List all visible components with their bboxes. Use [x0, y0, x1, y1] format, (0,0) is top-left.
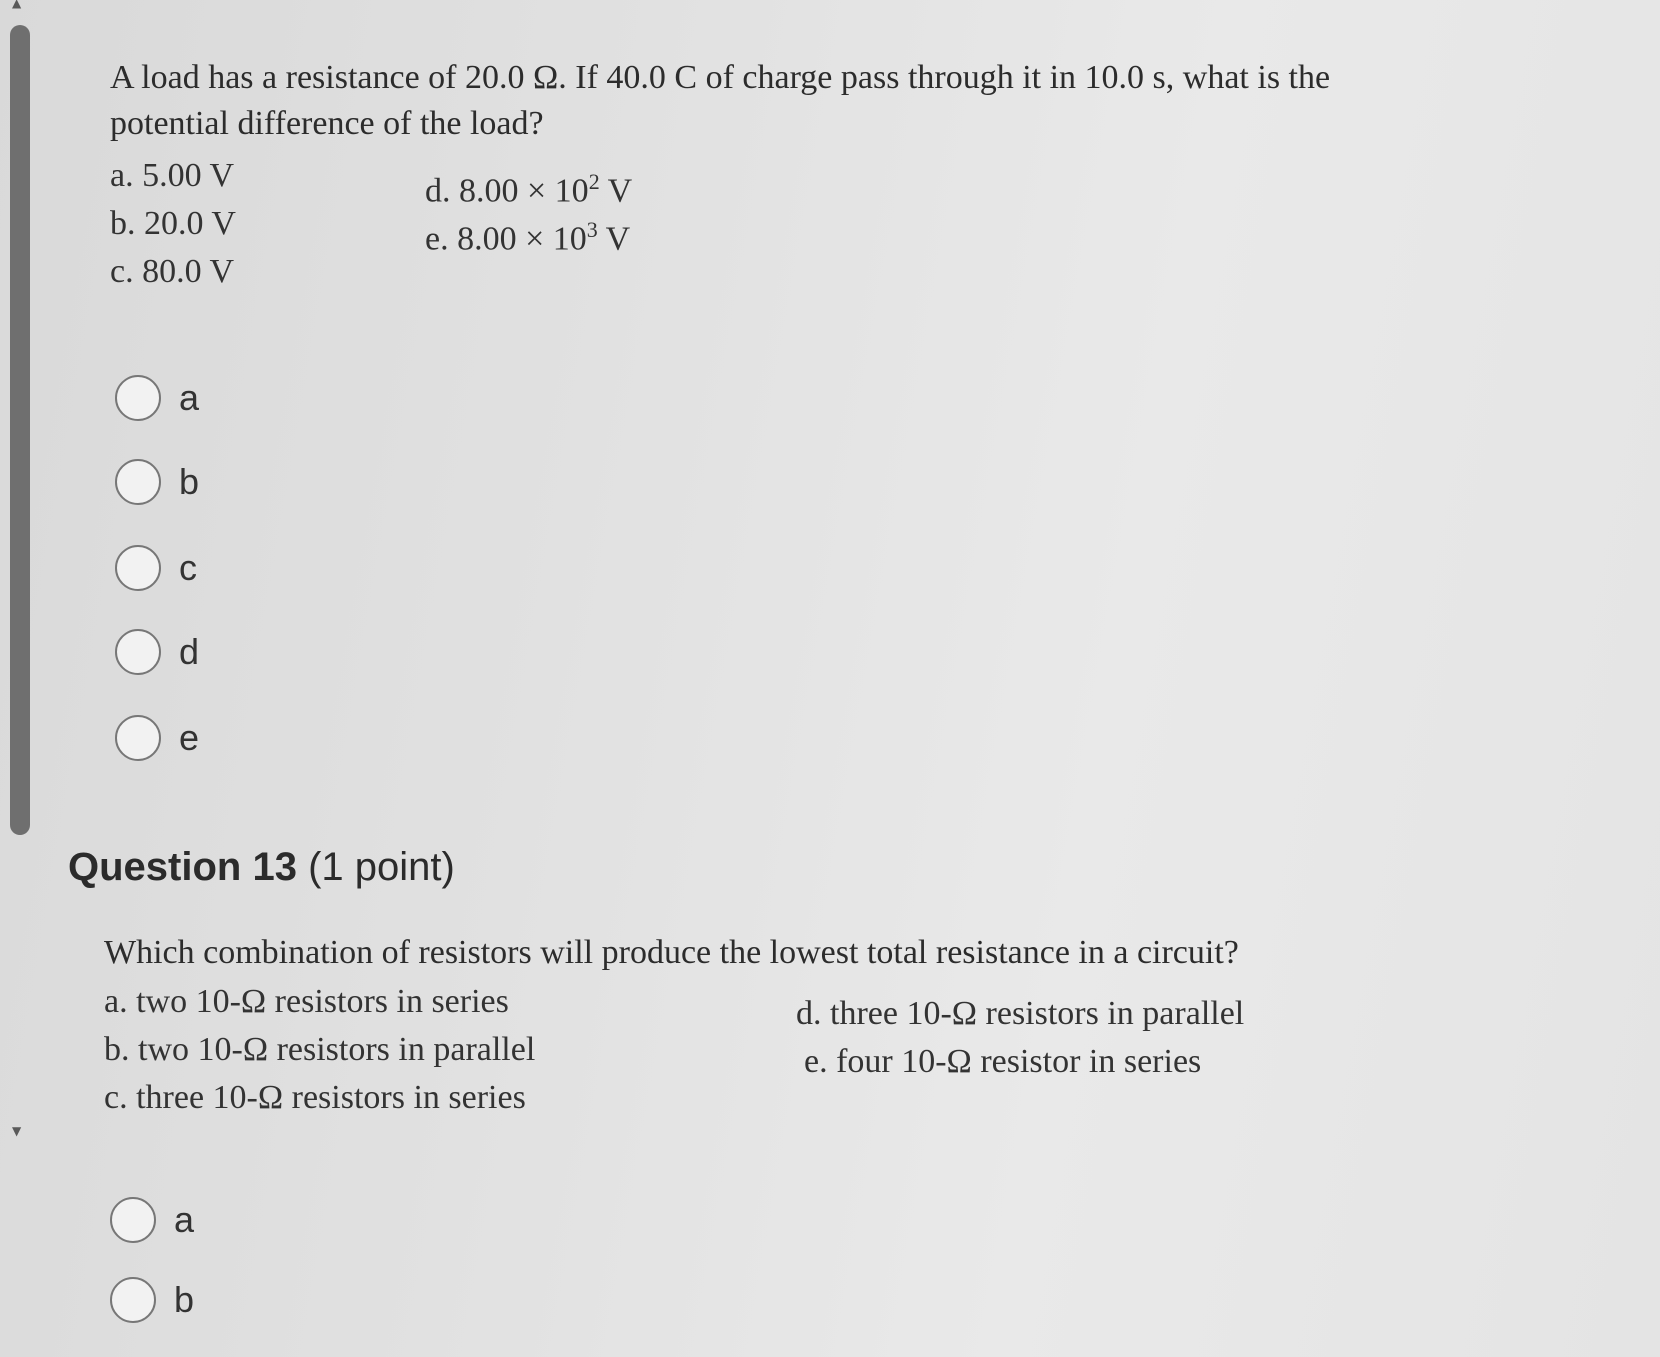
q12-option-e-exponent: 3 [586, 217, 598, 242]
radio-circle-icon[interactable] [115, 545, 161, 591]
scroll-up-icon[interactable]: ▲ [12, 0, 22, 10]
radio-circle-icon[interactable] [115, 715, 161, 761]
q12-option-c: c. 80.0 V [110, 253, 235, 290]
q12-option-e-unit: V [597, 220, 631, 258]
q12-option-e [425, 206, 630, 263]
question-12-text-line1: A load has a resistance of 20.0 Ω. If 40.0 C of charge pass through it in 10.0 s, what is the [110, 59, 1331, 96]
question-13-title: Question 13 [68, 845, 297, 889]
q12-radio-e[interactable] [115, 710, 199, 766]
q12-option-b: b. 20.0 V [110, 205, 236, 242]
question-13-points: (1 point) [308, 845, 455, 889]
scroll-down-icon[interactable]: ▼ [12, 1124, 22, 1138]
q12-option-d-unit: V [599, 172, 633, 210]
q12-radio-d[interactable] [115, 624, 199, 680]
q13-option-b: b. two 10-Ω resistors in parallel [104, 1031, 536, 1068]
q12-radio-c[interactable] [115, 540, 197, 596]
q13-radio-a[interactable] [110, 1192, 194, 1248]
q12-radio-a-label[interactable]: a [179, 377, 200, 418]
q13-radio-b[interactable] [110, 1272, 194, 1328]
q12-radio-b[interactable] [115, 454, 199, 510]
scrollbar-thumb[interactable] [10, 25, 30, 835]
question-12-text-line2: potential difference of the load? [110, 105, 544, 142]
question-12-options [110, 152, 810, 302]
radio-circle-icon[interactable] [110, 1197, 156, 1243]
q12-radio-b-label[interactable]: b [179, 461, 200, 502]
q12-radio-e-label[interactable]: e [179, 717, 200, 758]
q13-option-d: d. three 10-Ω resistors in parallel [796, 995, 1245, 1032]
q13-radio-a-label[interactable]: a [174, 1199, 195, 1240]
question-13-text: Which combination of resistors will produce the lowest total resistance in a circuit? [104, 934, 1239, 971]
question-12-text [110, 55, 1330, 147]
q13-radio-b-label[interactable]: b [174, 1279, 195, 1320]
radio-circle-icon[interactable] [115, 375, 161, 421]
q12-radio-a[interactable] [115, 370, 199, 426]
q13-option-a: a. two 10-Ω resistors in series [104, 983, 509, 1020]
radio-circle-icon[interactable] [110, 1277, 156, 1323]
q12-option-d-base: d. 8.00 × 10 [425, 172, 589, 210]
q12-option-d-exponent: 2 [588, 169, 600, 194]
q13-option-e: e. four 10-Ω resistor in series [804, 1043, 1202, 1080]
q13-option-c: c. three 10-Ω resistors in series [104, 1079, 526, 1116]
q12-option-a: a. 5.00 V [110, 157, 235, 194]
q12-radio-d-label[interactable]: d [179, 631, 200, 672]
q12-option-e-base: e. 8.00 × 10 [425, 220, 587, 258]
q12-radio-c-label[interactable]: c [179, 547, 197, 588]
radio-circle-icon[interactable] [115, 629, 161, 675]
scrollbar[interactable] [10, 25, 30, 835]
question-13-options [104, 978, 1404, 1128]
radio-circle-icon[interactable] [115, 459, 161, 505]
question-13-header [68, 845, 455, 890]
